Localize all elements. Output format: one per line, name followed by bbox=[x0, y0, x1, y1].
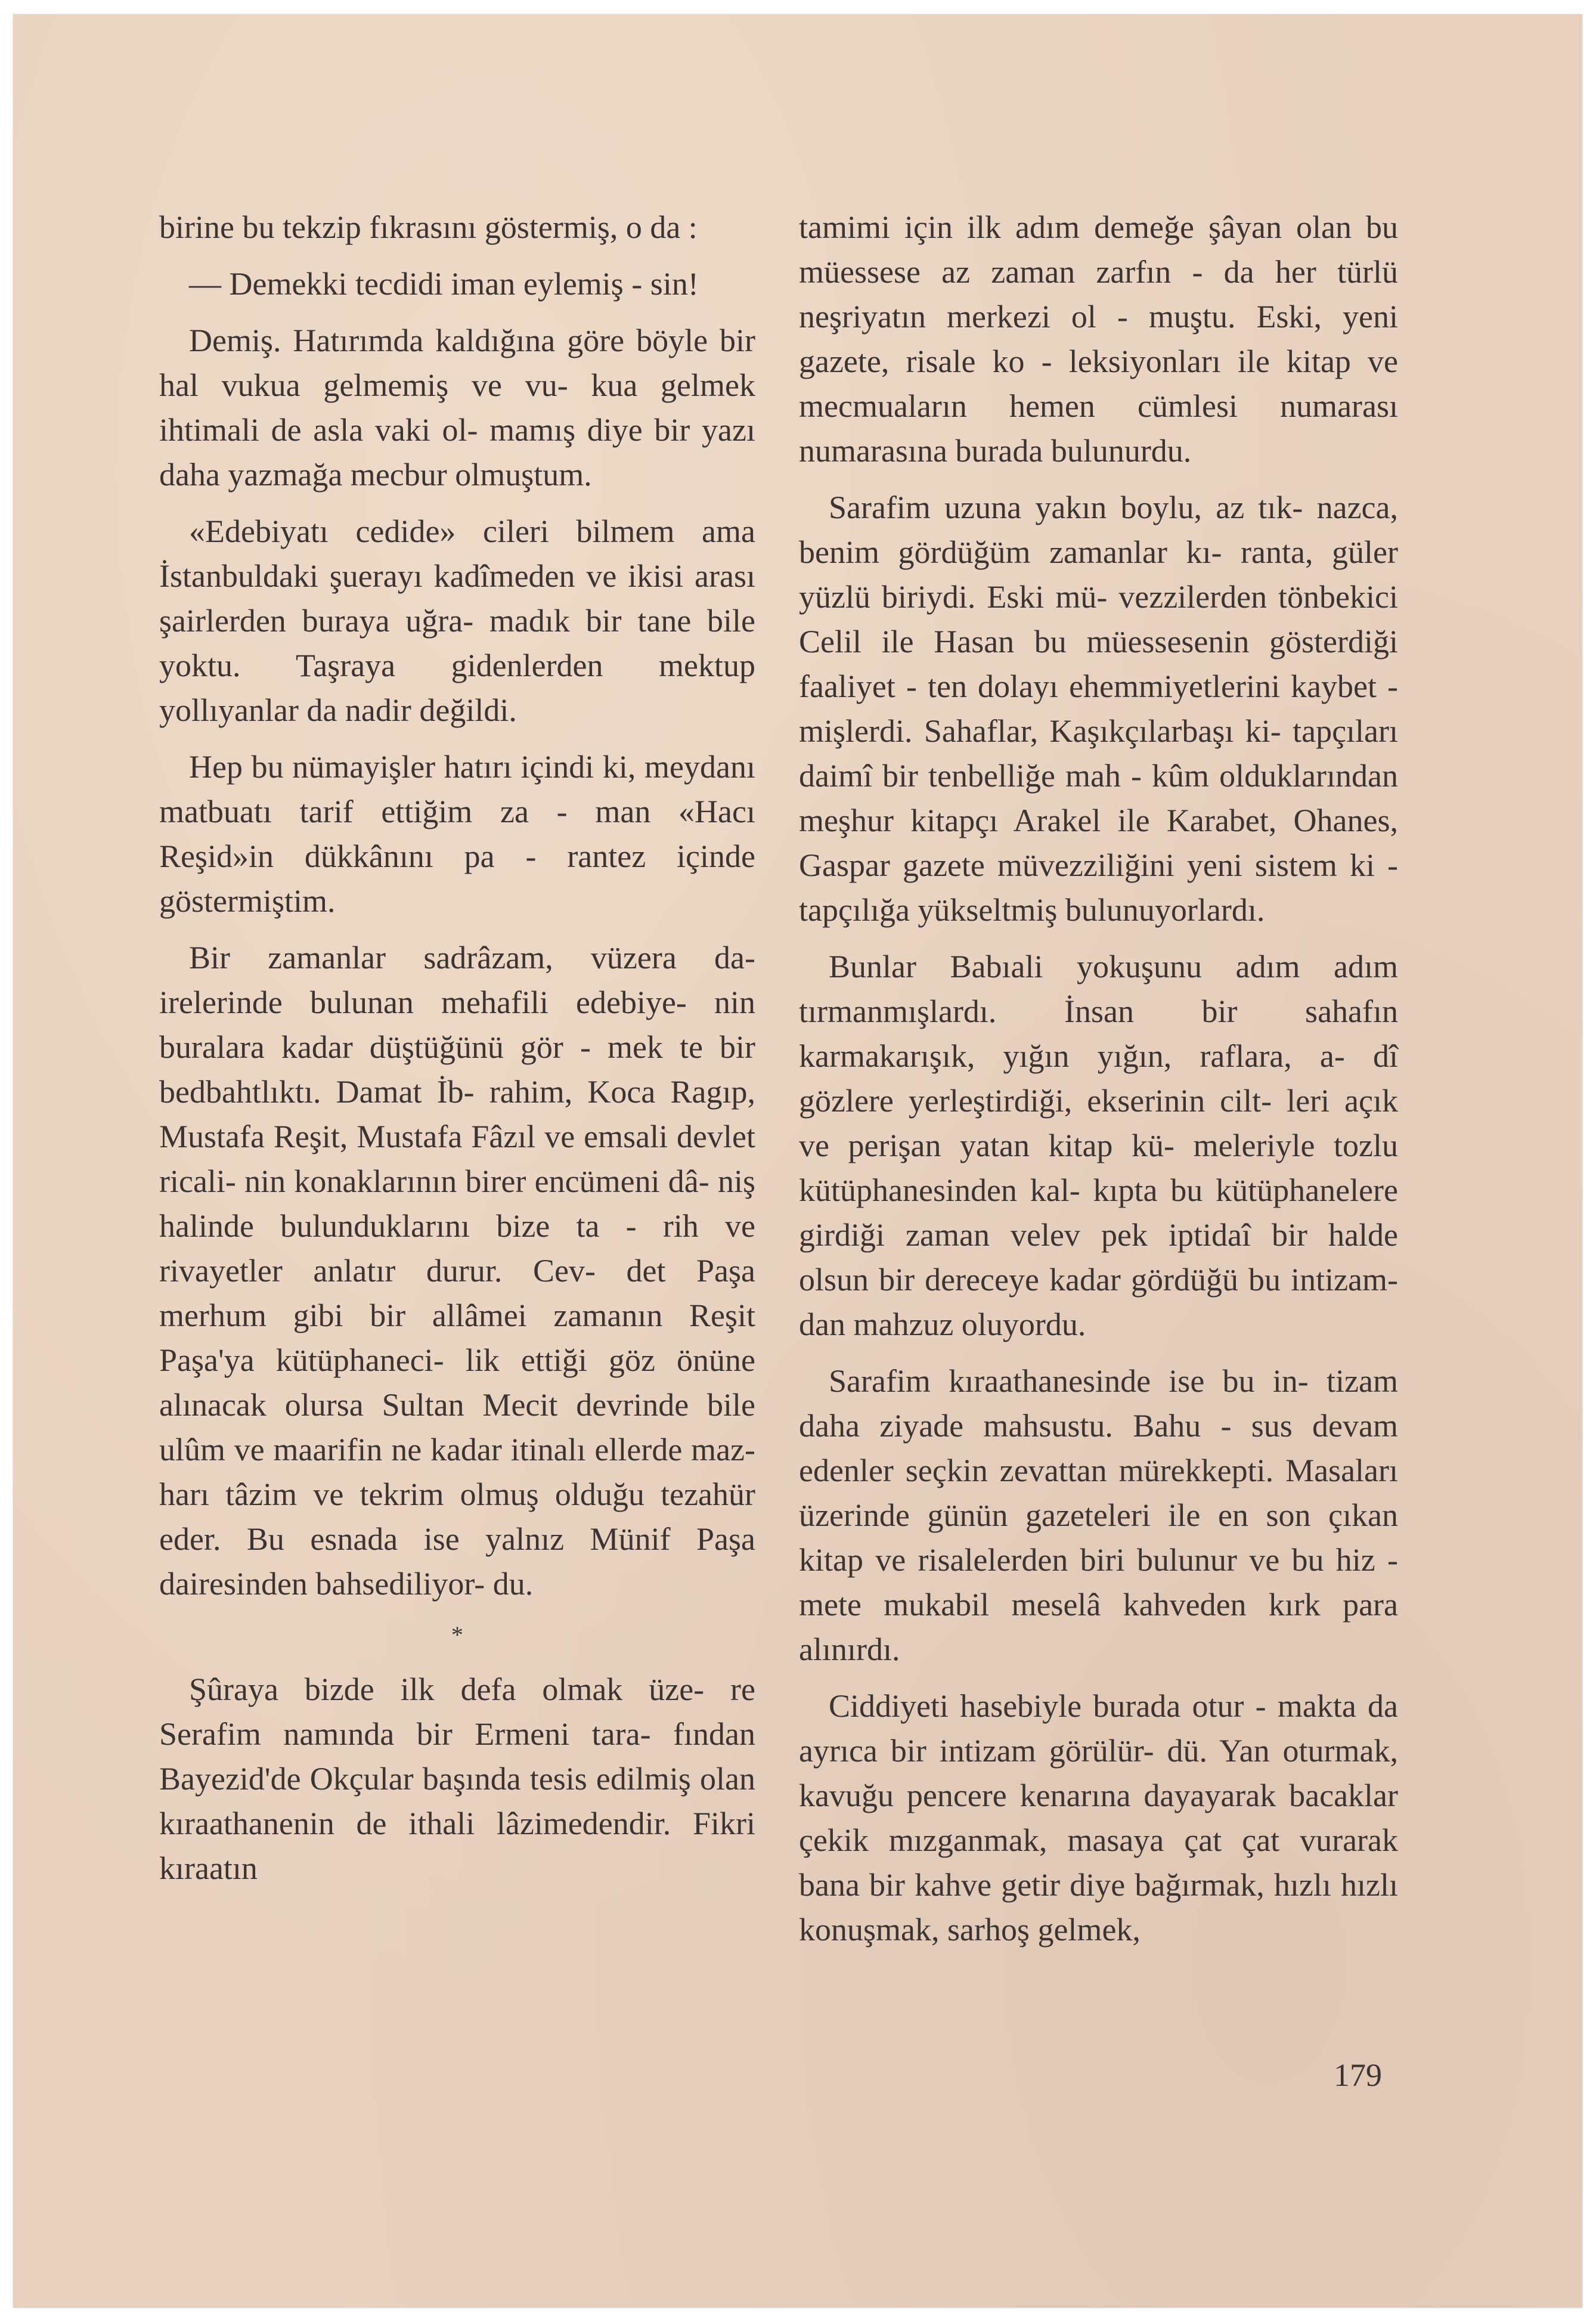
paragraph: Sarafim uzuna yakın boylu, az tık- nazca, benim gördüğüm zamanlar kı- ranta, güler yüzlü biriydi. Eski mü- vezzilerden tönbekici Celil ile Hasan bu müessesenin gösterdiği faaliyet - ten dolayı ehemmiyetlerini kaybet - mişlerdi. Sahaflar, Kaşıkçılarbaşı ki- tapçıları daimî bir tenbelliğe mah - kûm olduklarından meşhur kitapçı Arakel ile Karabet, Ohanes, Gaspar gazete müvezziliğini yeni sistem ki - tapçılığa yükseltmiş bulunuyorlardı. bbox=[799, 490, 1398, 928]
paragraph: birine bu tekzip fıkrasını göstermiş, o da : bbox=[159, 209, 698, 245]
paragraph: Bunlar Babıali yokuşunu adım adım tırmanmışlardı. İnsan bir sahafın karmakarışık, yığın yığın, raflara, a- dî gözlere yerleştirdiği, ekserinin cilt- leri açık ve perişan yatan kitap kü- meleriyle tozlu kütüphanesinden kal- kıpta bu kütüphanelere girdiği zaman velev pek iptidaî bir halde olsun bir dereceye kadar gördüğü bu intizam- dan mahzuz oluyordu. bbox=[799, 949, 1398, 1342]
book-page bbox=[13, 14, 1582, 2308]
page-number: 179 bbox=[1334, 2057, 1382, 2093]
section-separator: * bbox=[451, 1621, 463, 1648]
paragraph: Bir zamanlar sadrâzam, vüzera da- irelerinde bulunan mehafili edebiye- nin buralara kadar düştüğünü gör - mek te bir bedbahtlıktı. Damat İb- rahim, Koca Ragıp, Mustafa Reşit, Mustafa Fâzıl ve emsali devlet ricali- nin konaklarının birer encümeni dâ- niş halinde bulunduklarını bize ta - rih ve rivayetler anlatır durur. Cev- det Paşa merhum gibi bir allâmei zamanın Reşit Paşa'ya kütüphaneci- lik ettiği göz önüne alınacak olursa Sultan Mecit devrinde bile ulûm ve maarifin ne kadar itinalı ellerde maz- harı tâzim ve tekrim olmuş olduğu tezahür eder. Bu esnada ise yalnız Münif Paşa dairesinden bahsediliyor- du. bbox=[159, 940, 755, 1602]
paragraph: — Demekki tecdidi iman eylemiş - sin! bbox=[189, 266, 699, 302]
paragraph: Demiş. Hatırımda kaldığına göre böyle bir hal vukua gelmemiş ve vu- kua gelmek ihtimali de asla vaki ol- mamış diye bir yazı daha yazmağa mecbur olmuştum. bbox=[159, 323, 755, 493]
paragraph: Şûraya bizde ilk defa olmak üze- re Serafim namında bir Ermeni tara- fından Bayezid'de Okçular başında tesis edilmiş olan kıraathanenin de ithali lâzimedendir. Fikri kıraatın bbox=[159, 1671, 755, 1886]
paragraph: Sarafim kıraathanesinde ise bu in- tizam daha ziyade mahsustu. Bahu - sus devam edenler seçkin zevattan mürekkepti. Masaları üzerinde günün gazeteleri ile en son çıkan kitap ve risalelerden biri bulunur ve bu hiz - mete mukabil meselâ kahveden kırk para alınırdı. bbox=[799, 1363, 1398, 1667]
paragraph: Ciddiyeti hasebiyle burada otur - makta da ayrıca bir intizam görülür- dü. Yan oturmak, kavuğu pencere kenarına dayayarak bacaklar çekik mızganmak, masaya çat çat vurarak bana bir kahve getir diye bağırmak, hızlı hızlı konuşmak, sarhoş gelmek, bbox=[799, 1688, 1398, 1948]
paragraph: «Edebiyatı cedide» cileri bilmem ama İstanbuldaki şuerayı kadîmeden ve ikisi arası şairlerden buraya uğra- madık bir tane bile yoktu. Taşraya gidenlerden mektup yollıyanlar da nadir değildi. bbox=[159, 513, 755, 728]
right-column bbox=[799, 205, 1398, 1964]
left-column bbox=[159, 205, 755, 1903]
paragraph: Hep bu nümayişler hatırı içindi ki, meydanı matbuatı tarif ettiğim za - man «Hacı Reşid»in dükkânını pa - rantez içinde göstermiştim. bbox=[159, 749, 755, 919]
paragraph: tamimi için ilk adım demeğe şâyan olan bu müessese az zaman zarfın - da her türlü neşriyatın merkezi ol - muştu. Eski, yeni gazete, risale ko - leksiyonları ile kitap ve mecmuaların hemen cümlesi numarası numarasına burada bulunurdu. bbox=[799, 209, 1398, 469]
